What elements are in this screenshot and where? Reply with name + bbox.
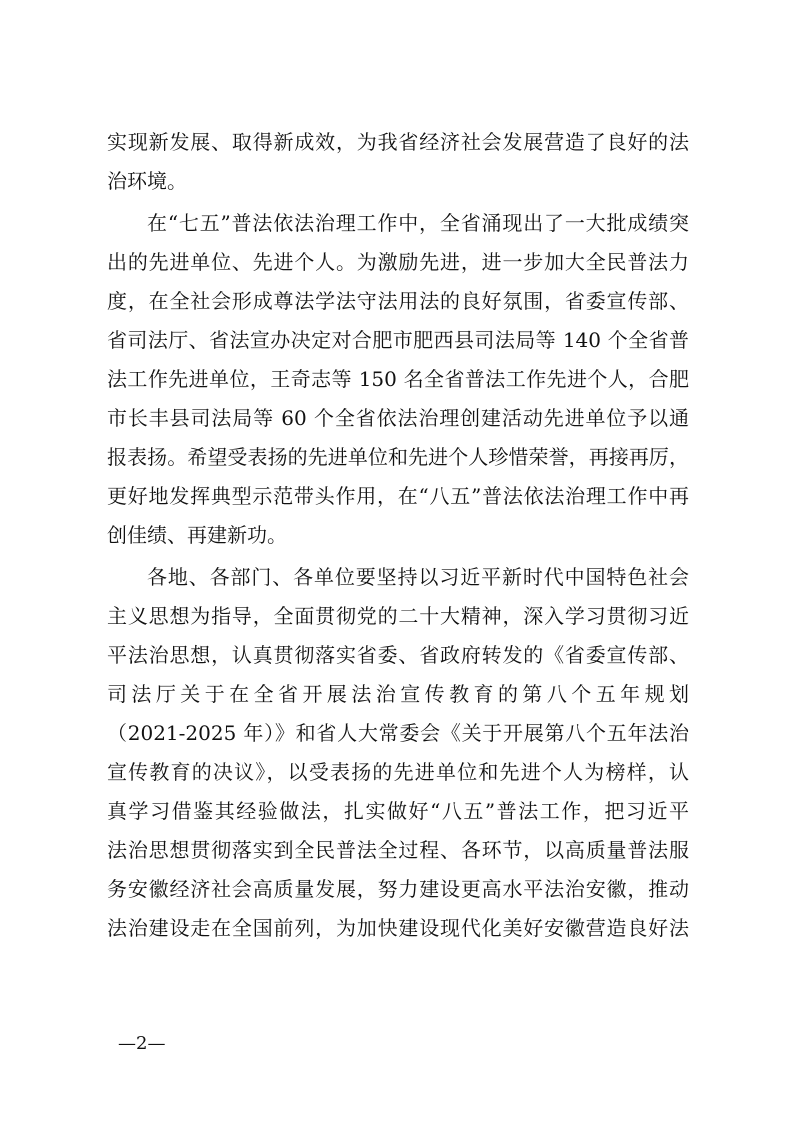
text-line: 省司法厅、省法宣办决定对合肥市肥西县司法局等 140 个全省普 (107, 328, 689, 352)
text-line: 真学习借鉴其经验做法，扎实做好“八五”普法工作，把习近平 (107, 799, 689, 823)
text-line: （2021-2025 年）》和省人大常委会《关于开展第八个五年法治 (107, 721, 689, 745)
text-line: 创佳绩、再建新功。 (107, 523, 287, 547)
paragraph-2 (107, 204, 689, 555)
paragraph-3 (107, 558, 689, 948)
text-line: 宣传教育的决议》，以受表扬的先进单位和先进个人为榜样，认 (107, 760, 689, 784)
text-line: 度，在全社会形成尊法学法守法用法的良好氛围，省委宣传部、 (107, 289, 689, 313)
paragraph-1 (107, 123, 689, 201)
text-line: 法治建设走在全国前列，为加快建设现代化美好安徽营造良好法 (107, 916, 689, 940)
text-line: 市长丰县司法局等 60 个全省依法治理创建活动先进单位予以通 (107, 406, 689, 430)
text-line: 司法厅关于在全省开展法治宣传教育的第八个五年规划 (107, 682, 689, 706)
text-line: 各地、各部门、各单位要坚持以习近平新时代中国特色社会 (147, 565, 689, 589)
page-number: —2— (118, 1033, 166, 1054)
text-line: 平法治思想，认真贯彻落实省委、省政府转发的《省委宣传部、 (107, 643, 689, 667)
text-line: 主义思想为指导，全面贯彻党的二十大精神，深入学习贯彻习近 (107, 604, 689, 628)
body-text (107, 123, 689, 948)
text-line: 实现新发展、取得新成效，为我省经济社会发展营造了良好的法 (107, 130, 689, 154)
text-line: 法治思想贯彻落实到全民普法全过程、各环节，以高质量普法服 (107, 838, 689, 862)
text-line: 出的先进单位、先进个人。为激励先进，进一步加大全民普法力 (107, 250, 689, 274)
text-line: 更好地发挥典型示范带头作用，在“八五”普法依法治理工作中再 (107, 484, 689, 508)
text-line: 法工作先进单位，王奇志等 150 名全省普法工作先进个人，合肥 (107, 367, 689, 391)
text-line: 治环境。 (107, 169, 187, 193)
text-line: 报表扬。希望受表扬的先进单位和先进个人珍惜荣誉，再接再厉， (107, 445, 689, 469)
text-line: 务安徽经济社会高质量发展，努力建设更高水平法治安徽，推动 (107, 877, 689, 901)
text-line: 在“七五”普法依法治理工作中，全省涌现出了一大批成绩突 (147, 211, 689, 235)
